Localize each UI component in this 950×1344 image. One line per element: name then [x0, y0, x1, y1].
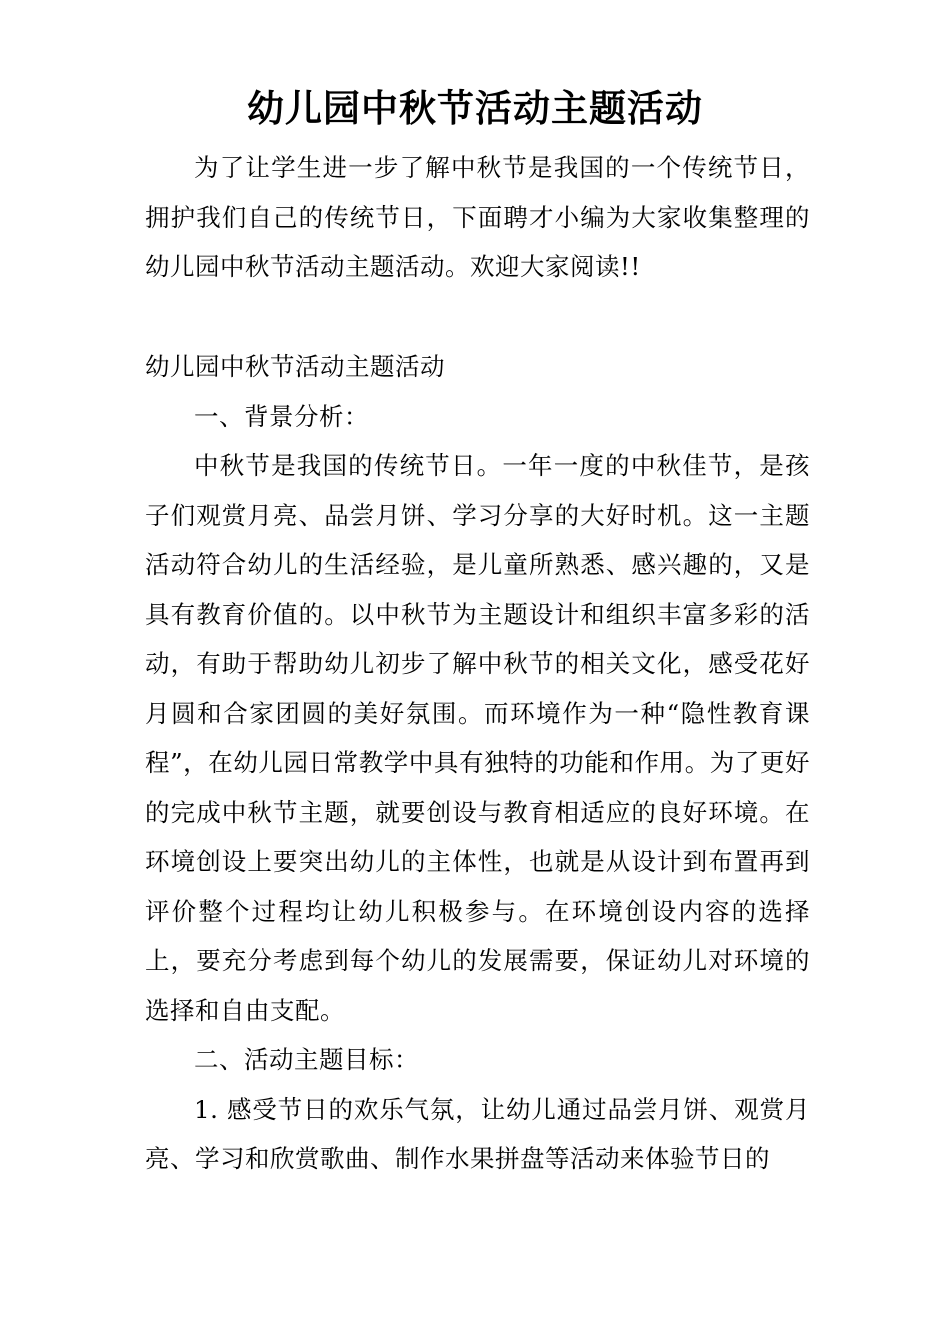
intro-block	[145, 143, 810, 292]
main-content	[145, 342, 810, 1184]
intro-paragraph: 为了让学生进一步了解中秋节是我国的一个传统节日，拥护我们自己的传统节日，下面聘才小编为大家收集整理的幼儿园中秋节活动主题活动。欢迎大家阅读!!	[145, 153, 810, 281]
section-2-heading: 二、活动主题目标：	[194, 1045, 419, 1074]
section-1-heading: 一、背景分析：	[194, 401, 369, 431]
section-2-item-1: 1. 感受节日的欢乐气氛，让幼儿通过品尝月饼、观赏月亮、学习和欣赏歌曲、制作水果拼盘等活动来体验节日的	[145, 1094, 810, 1173]
section-1-paragraph: 中秋节是我国的传统节日。一年一度的中秋佳节，是孩子们观赏月亮、品尝月饼、学习分享的大好时机。这一主题活动符合幼儿的生活经验，是儿童所熟悉、感兴趣的，又是具有教育价值的。以中秋节为主题设计和组织丰富多彩的活动，有助于帮助幼儿初步了解中秋节的相关文化，感受花好月圆和合家团圆的美好氛围。而环境作为一种“隐性教育课程”，在幼儿园日常教学中具有独特的功能和作用。为了更好的完成中秋节主题，就要创设与教育相适应的良好环境。在环境创设上要突出幼儿的主体性，也就是从设计到布置再到评价整个过程均让幼儿积极参与。在环境创设内容的选择上，要充分考虑到每个幼儿的发展需要，保证幼儿对环境的选择和自由支配。	[145, 451, 810, 1025]
document-title: 幼儿园中秋节活动主题活动	[247, 86, 703, 130]
subtitle: 幼儿园中秋节活动主题活动	[145, 352, 445, 381]
